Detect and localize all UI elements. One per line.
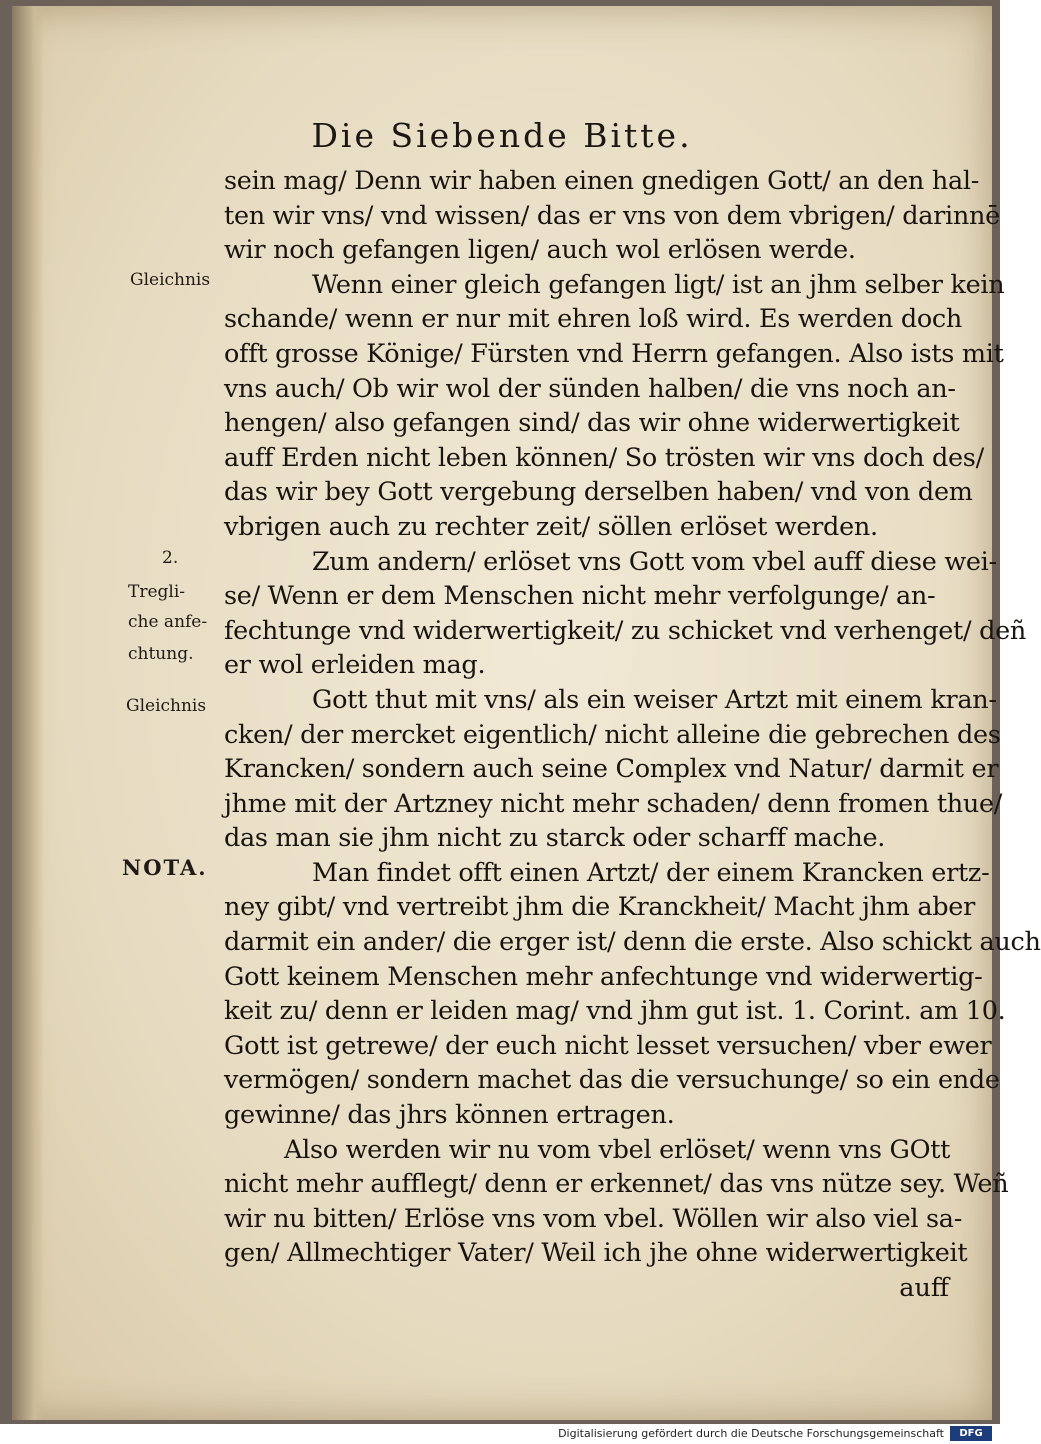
margin-note-number: 2. [162, 548, 179, 568]
text-line: Wenn einer gleich gefangen ligt/ ist an jhm selber kein [312, 269, 1005, 300]
text-line: Gott ist getrewe/ der euch nicht lesset versuchen/ vber ewer [224, 1030, 992, 1061]
text-line: wir noch gefangen ligen/ auch wol erlösen werde. [224, 235, 856, 266]
text-line: wir nu bitten/ Erlöse vns vom vbel. Wöllen wir also viel sa- [224, 1203, 963, 1234]
margin-note-tregliche: che anfe- [128, 612, 208, 632]
text-line: schande/ wenn er nur mit ehren loß wird. Es werden doch [224, 304, 963, 335]
text-line: vbrigen auch zu rechter zeit/ söllen erlöset werden. [224, 511, 878, 542]
margin-note-nota: NOTA. [122, 855, 208, 880]
funding-credit: Digitalisierung gefördert durch die Deutsche Forschungsgemeinschaft [558, 1427, 944, 1440]
text-line: vns auch/ Ob wir wol der sünden halben/ die vns noch an- [224, 373, 956, 404]
catchword: auff [899, 1273, 949, 1303]
running-head: Die Siebende Bitte. [311, 116, 693, 155]
text-line: cken/ der mercket eigentlich/ nicht alleine die gebrechen des [224, 719, 1001, 750]
text-line: sein mag/ Denn wir haben einen gnedigen Gott/ an den hal- [224, 166, 980, 196]
text-line: keit zu/ denn er leiden mag/ vnd jhm gut ist. 1. Corint. am 10. [224, 996, 1006, 1027]
text-line: ney gibt/ vnd vertreibt jhm die Kranckheit/ Macht jhm aber [224, 892, 975, 923]
text-line: Zum andern/ erlöset vns Gott vom vbel auff diese wei- [312, 546, 997, 577]
text-line: Gott keinem Menschen mehr anfechtunge vnd widerwertig- [224, 961, 983, 992]
page-gutter-shadow [12, 6, 44, 1420]
text-line: ten wir vns/ vnd wissen/ das er vns von dem vbrigen/ darinnē [224, 200, 1000, 231]
text-line: jhme mit der Artzney nicht mehr schaden/ denn fromen thue/ [224, 788, 1003, 819]
text-line: Gott thut mit vns/ als ein weiser Artzt mit einem kran- [312, 684, 997, 715]
text-line: hengen/ also gefangen sind/ das wir ohne widerwertigkeit [224, 408, 960, 439]
text-line: darmit ein ander/ die erger ist/ denn die erste. Also schickt auch [224, 927, 1041, 958]
text-line: vermögen/ sondern machet das die versuchunge/ so ein ende [224, 1065, 1000, 1096]
text-line: Also werden wir nu vom vbel erlöset/ wenn vns GOtt [284, 1134, 951, 1165]
margin-note-gleichnis: Gleichnis [130, 270, 211, 290]
text-line: fechtunge vnd widerwertigkeit/ zu schicket vnd verhenget/ deñ [224, 615, 1027, 646]
text-line: das wir bey Gott vergebung derselben haben/ vnd von dem [224, 477, 973, 508]
margin-note-tregliche: Tregli- [128, 582, 186, 602]
text-line: nicht mehr aufflegt/ denn er erkennet/ das vns nütze sey. Weñ [224, 1169, 1009, 1200]
margin-note-tregliche: chtung. [128, 644, 194, 664]
book-page [12, 6, 1041, 1420]
text-line: das man sie jhm nicht zu starck oder scharff mache. [224, 823, 886, 854]
body-text [224, 164, 1041, 1306]
text-line: auff Erden nicht leben können/ So trösten wir vns doch des/ [224, 442, 984, 473]
text-line: Krancken/ sondern auch seine Complex vnd Natur/ darmit er [224, 754, 999, 785]
text-line: er wol erleiden mag. [224, 650, 486, 681]
text-line: gewinne/ das jhrs können ertragen. [224, 1100, 675, 1131]
text-line: gen/ Allmechtiger Vater/ Weil ich jhe ohne widerwertigkeit [224, 1238, 968, 1269]
text-line: se/ Wenn er dem Menschen nicht mehr verfolgunge/ an- [224, 581, 936, 612]
text-line: offt grosse Könige/ Fürsten vnd Herrn gefangen. Also ists mit [224, 338, 1004, 369]
text-line: Man findet offt einen Artzt/ der einem Krancken ertz- [312, 857, 990, 888]
margin-note-gleichnis: Gleichnis [126, 696, 207, 716]
dfg-logo-icon: DFG [950, 1426, 992, 1441]
footer-bar [0, 1424, 1000, 1444]
